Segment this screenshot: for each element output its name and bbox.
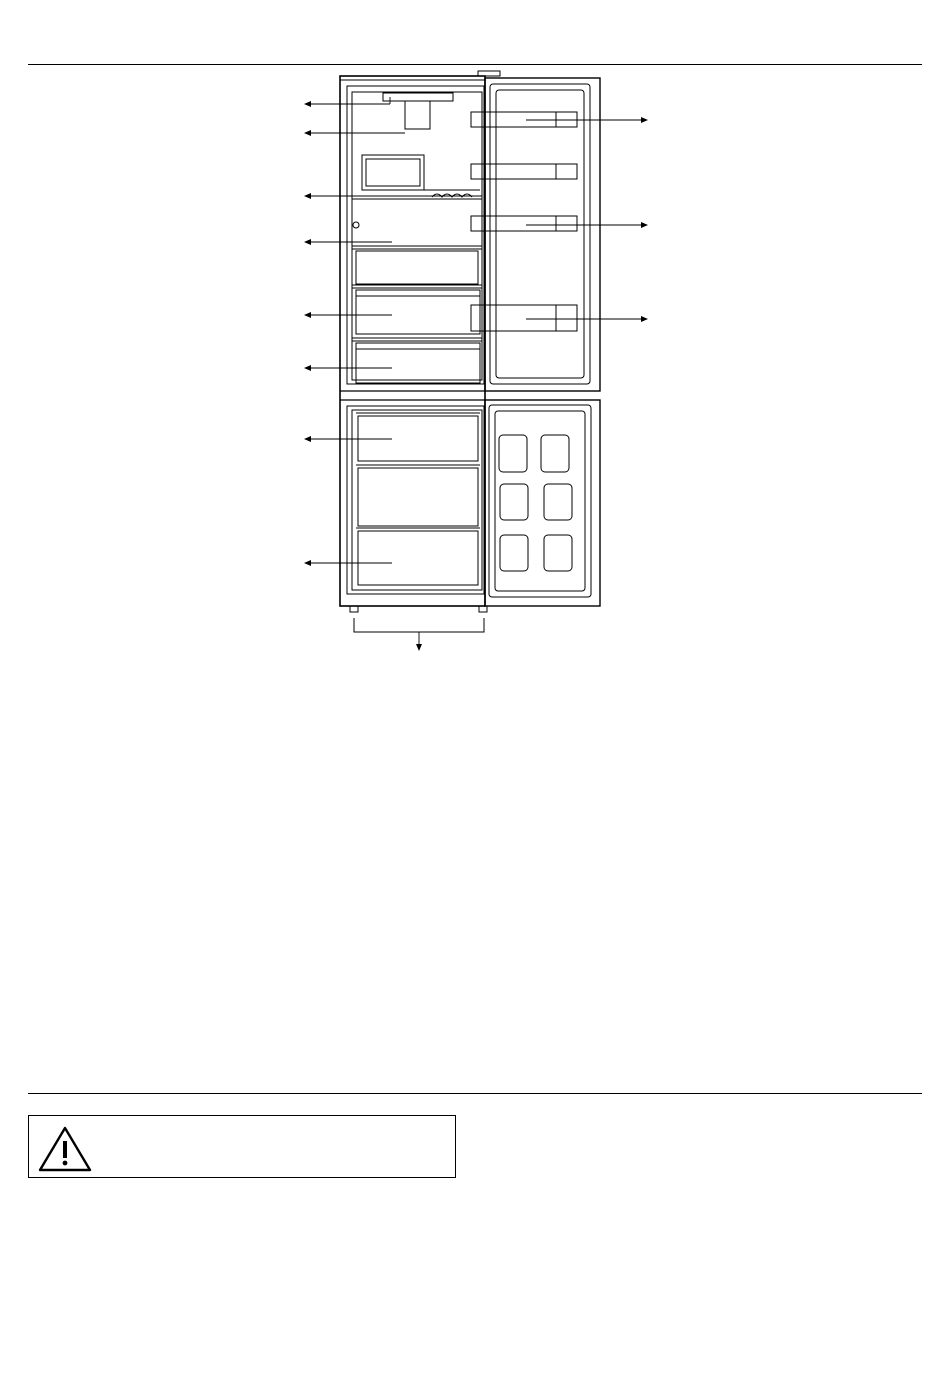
bottom-callout	[416, 632, 422, 651]
section-rule	[28, 1093, 922, 1094]
fridge-compartment	[347, 86, 484, 384]
freezer-compartment	[347, 406, 484, 594]
adjustable-feet	[350, 606, 487, 632]
fridge-door	[471, 78, 600, 391]
freezer-door	[485, 400, 600, 606]
left-arrowheads	[304, 101, 311, 566]
warning-box	[28, 1115, 456, 1178]
right-arrowheads	[641, 117, 648, 322]
warning-triangle-icon	[37, 1124, 93, 1174]
